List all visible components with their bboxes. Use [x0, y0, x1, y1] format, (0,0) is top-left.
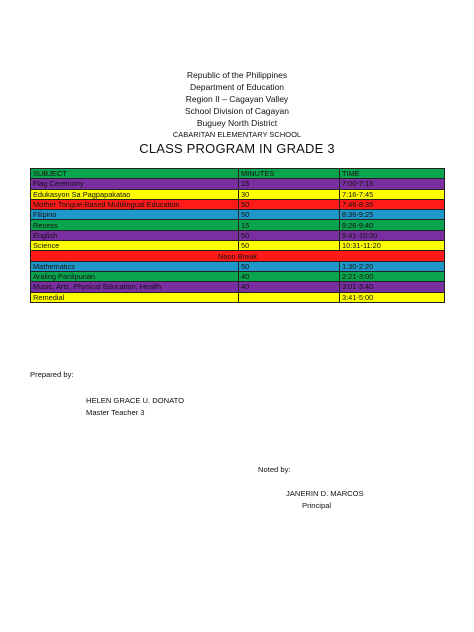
- minutes-cell: 15: [239, 220, 340, 230]
- minutes-cell: [239, 292, 340, 302]
- time-cell: 9:41-10:30: [340, 230, 445, 240]
- table-row: [31, 179, 445, 189]
- time-cell: 3:01-3:40: [340, 282, 445, 292]
- header-region: Region II – Cagayan Valley: [185, 94, 289, 104]
- minutes-cell: 50: [239, 230, 340, 240]
- table-row: [31, 271, 445, 281]
- subject-cell: Flag Ceremony: [31, 179, 239, 189]
- letterhead: [0, 69, 474, 141]
- header-district: Buguey North District: [196, 118, 278, 128]
- minutes-cell: 50: [239, 210, 340, 220]
- subject-cell: Science: [31, 241, 239, 251]
- table-row: [31, 282, 445, 292]
- prepared-by-label: Prepared by:: [30, 370, 74, 379]
- minutes-cell: 50: [239, 241, 340, 251]
- subject-cell: Araling Panlipunan: [31, 271, 239, 281]
- table-row: [31, 220, 445, 230]
- header-republic: Republic of the Philippines: [186, 70, 288, 80]
- time-cell: 3:41-5:00: [340, 292, 445, 302]
- header-minutes: MINUTES: [239, 169, 340, 179]
- time-cell: 9:26-9:40: [340, 220, 445, 230]
- preparer-name: HELEN GRACE U. DONATO: [86, 396, 185, 405]
- noon-break-cell: Noon Break: [31, 251, 445, 261]
- subject-cell: Recess: [31, 220, 239, 230]
- time-cell: 7:46-8:35: [340, 199, 445, 209]
- class-program-table: [30, 168, 445, 303]
- minutes-cell: 50: [239, 199, 340, 209]
- document-title: CLASS PROGRAM IN GRADE 3: [139, 141, 335, 156]
- subject-cell: Music, Arts, Physical Education, Health: [31, 282, 239, 292]
- noon-break-row: [31, 251, 445, 261]
- table-header-row: [31, 169, 445, 179]
- time-cell: 2:21-3:00: [340, 271, 445, 281]
- approver-position: Principal: [302, 501, 332, 510]
- table-row: [31, 210, 445, 220]
- time-cell: 8:36-9:25: [340, 210, 445, 220]
- header-department: Department of Education: [189, 82, 285, 92]
- minutes-cell: 15: [239, 179, 340, 189]
- time-cell: 1:30-2:20: [340, 261, 445, 271]
- subject-cell: Remedial: [31, 292, 239, 302]
- subject-cell: Mother Tongue-Based Multilingual Education: [31, 199, 239, 209]
- header-division: School Division of Cagayan: [185, 106, 289, 116]
- approver-name: JANERIN D. MARCOS: [286, 489, 364, 498]
- table-row: [31, 230, 445, 240]
- header-time: TIME: [340, 169, 445, 179]
- minutes-cell: 30: [239, 189, 340, 199]
- preparer-position: Master Teacher 3: [86, 408, 145, 417]
- table-row: [31, 189, 445, 199]
- table-row: [31, 261, 445, 271]
- time-cell: 7:00-7:15: [340, 179, 445, 189]
- subject-cell: Filipino: [31, 210, 239, 220]
- table-row: [31, 241, 445, 251]
- table-row: [31, 199, 445, 209]
- subject-cell: Edukasyon Sa Pagpapakatao: [31, 189, 239, 199]
- time-cell: 10:31-11:20: [340, 241, 445, 251]
- table-row: [31, 292, 445, 302]
- minutes-cell: 50: [239, 261, 340, 271]
- header-school: CABARITAN ELEMENTARY SCHOOL: [172, 130, 302, 139]
- header-subject: SUBJECT: [31, 169, 239, 179]
- minutes-cell: 40: [239, 282, 340, 292]
- subject-cell: Mathematics: [31, 261, 239, 271]
- minutes-cell: 40: [239, 271, 340, 281]
- noted-by-label: Noted by:: [258, 465, 291, 474]
- subject-cell: English: [31, 230, 239, 240]
- time-cell: 7:16-7:45: [340, 189, 445, 199]
